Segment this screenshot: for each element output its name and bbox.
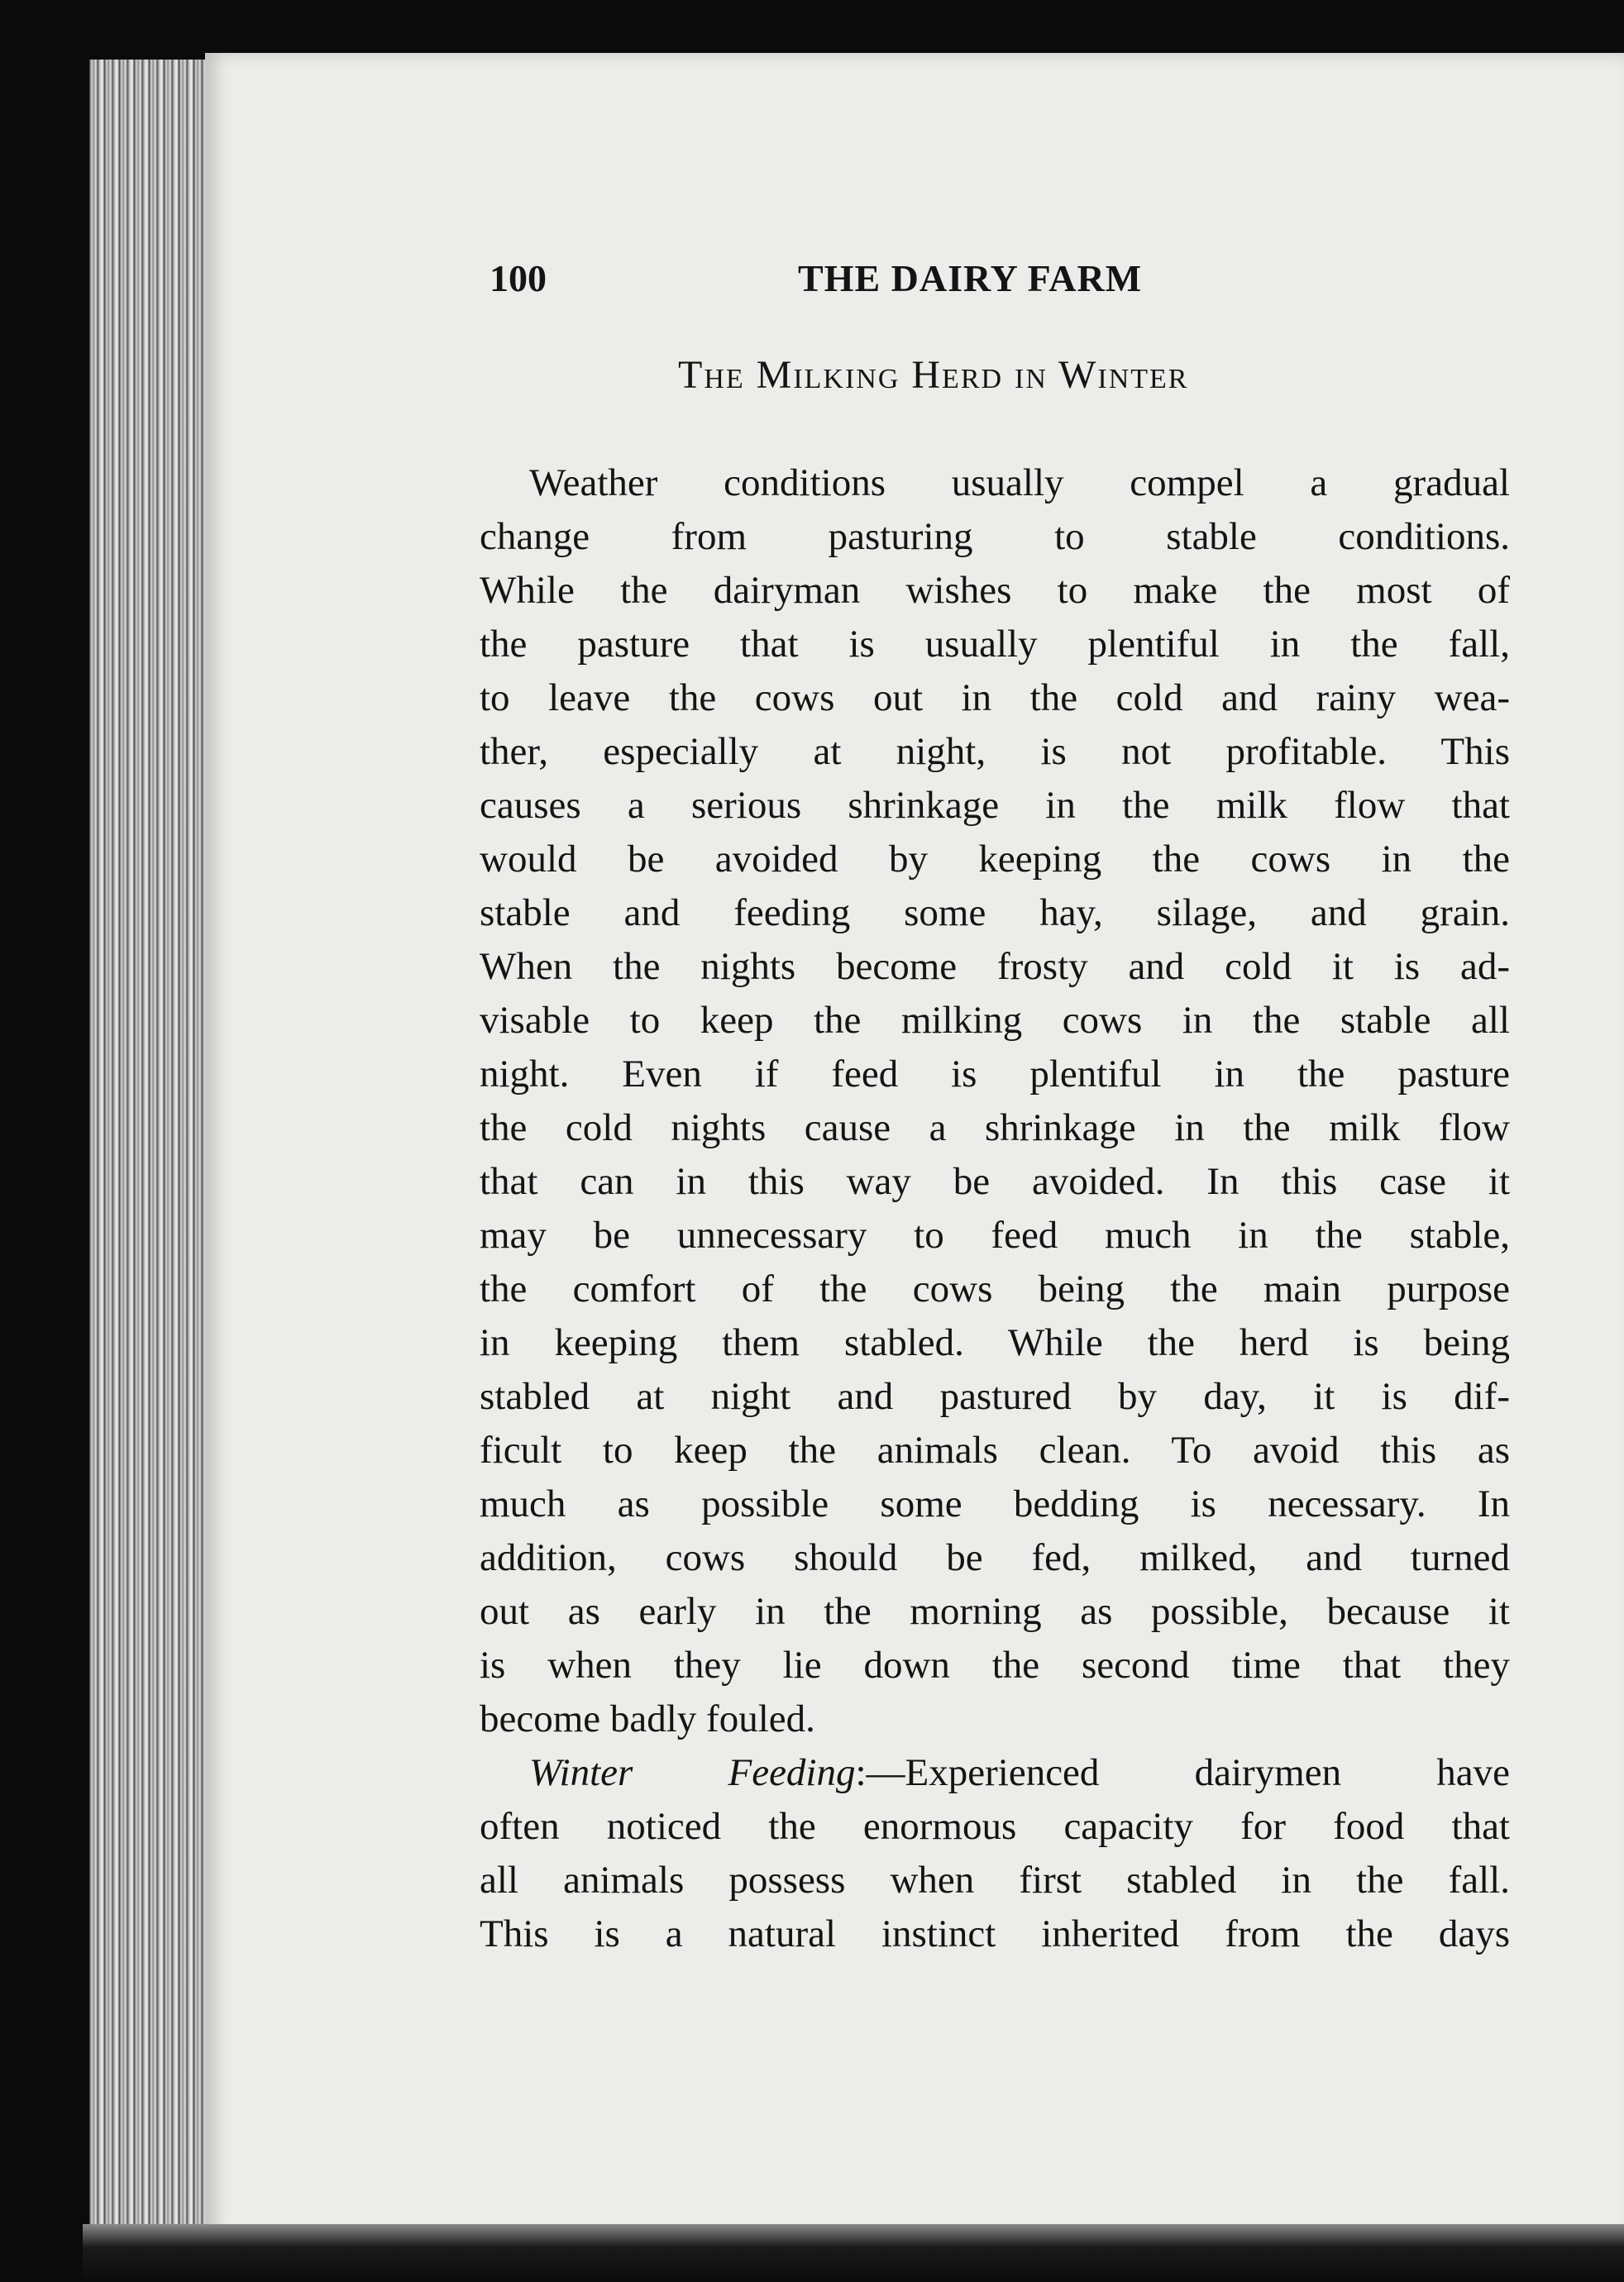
running-head (490, 256, 1217, 306)
text-line: the comfort of the cows being the main purpose (480, 1268, 1510, 1310)
text-line (480, 1746, 1510, 1800)
text-line: When the nights become frosty and cold it is ad- (480, 945, 1510, 988)
text-line: often noticed the enormous capacity for food that (480, 1805, 1510, 1848)
text-line: While the dairyman wishes to make the most of (480, 569, 1510, 612)
text-line: causes a serious shrinkage in the milk flow that (480, 784, 1510, 827)
text-line: addition, cows should be fed, milked, and turned (480, 1536, 1510, 1579)
text-line: would be avoided by keeping the cows in the (480, 838, 1510, 881)
text-line: change from pasturing to stable conditions. (480, 515, 1510, 558)
section-heading: The Milking Herd in Winter (678, 353, 1189, 397)
text-line: This is a natural instinct inherited from the days (480, 1912, 1510, 1955)
text-line: stabled at night and pastured by day, it is dif- (480, 1375, 1510, 1418)
text-line: that can in this way be avoided. In this case it (480, 1160, 1510, 1203)
body-text (480, 456, 1510, 1961)
text-line: visable to keep the milking cows in the stable all (480, 999, 1510, 1042)
text-line: all animals possess when first stabled in the fall. (480, 1859, 1510, 1902)
text-line: to leave the cows out in the cold and rainy wea- (480, 676, 1510, 719)
text-line: may be unnecessary to feed much in the stable, (480, 1214, 1510, 1257)
paragraph-winter-feeding (480, 1746, 1510, 1961)
book-title: THE DAIRY FARM (798, 257, 1143, 299)
winter-feeding-subhead: Winter Feeding (529, 1751, 856, 1794)
text-line: out as early in the morning as possible, because it (480, 1590, 1510, 1633)
text-line: Weather conditions usually compel a gradual (529, 461, 1510, 504)
text-line: in keeping them stabled. While the herd is being (480, 1321, 1510, 1364)
text-line: stable and feeding some hay, silage, and grain. (480, 891, 1510, 934)
text-line: much as possible some bedding is necessary. In (480, 1482, 1510, 1525)
text-line: ficult to keep the animals clean. To avoid this as (480, 1429, 1510, 1472)
text-line: night. Even if feed is plentiful in the pasture (480, 1053, 1510, 1096)
page-number: 100 (490, 257, 547, 299)
text-line: the cold nights cause a shrinkage in the milk flow (480, 1106, 1510, 1149)
text-line: ther, especially at night, is not profitable. This (480, 730, 1510, 773)
text-line: is when they lie down the second time that they (480, 1644, 1510, 1687)
bottom-shadow (83, 2224, 1624, 2282)
page-edges-stack (89, 60, 205, 2259)
paragraph-weather (480, 456, 1510, 1746)
text-line: become badly fouled. (480, 1697, 815, 1740)
text-line-rest: :—Experienced dairymen have (855, 1751, 1510, 1794)
text-line: the pasture that is usually plentiful in the fall, (480, 623, 1510, 666)
